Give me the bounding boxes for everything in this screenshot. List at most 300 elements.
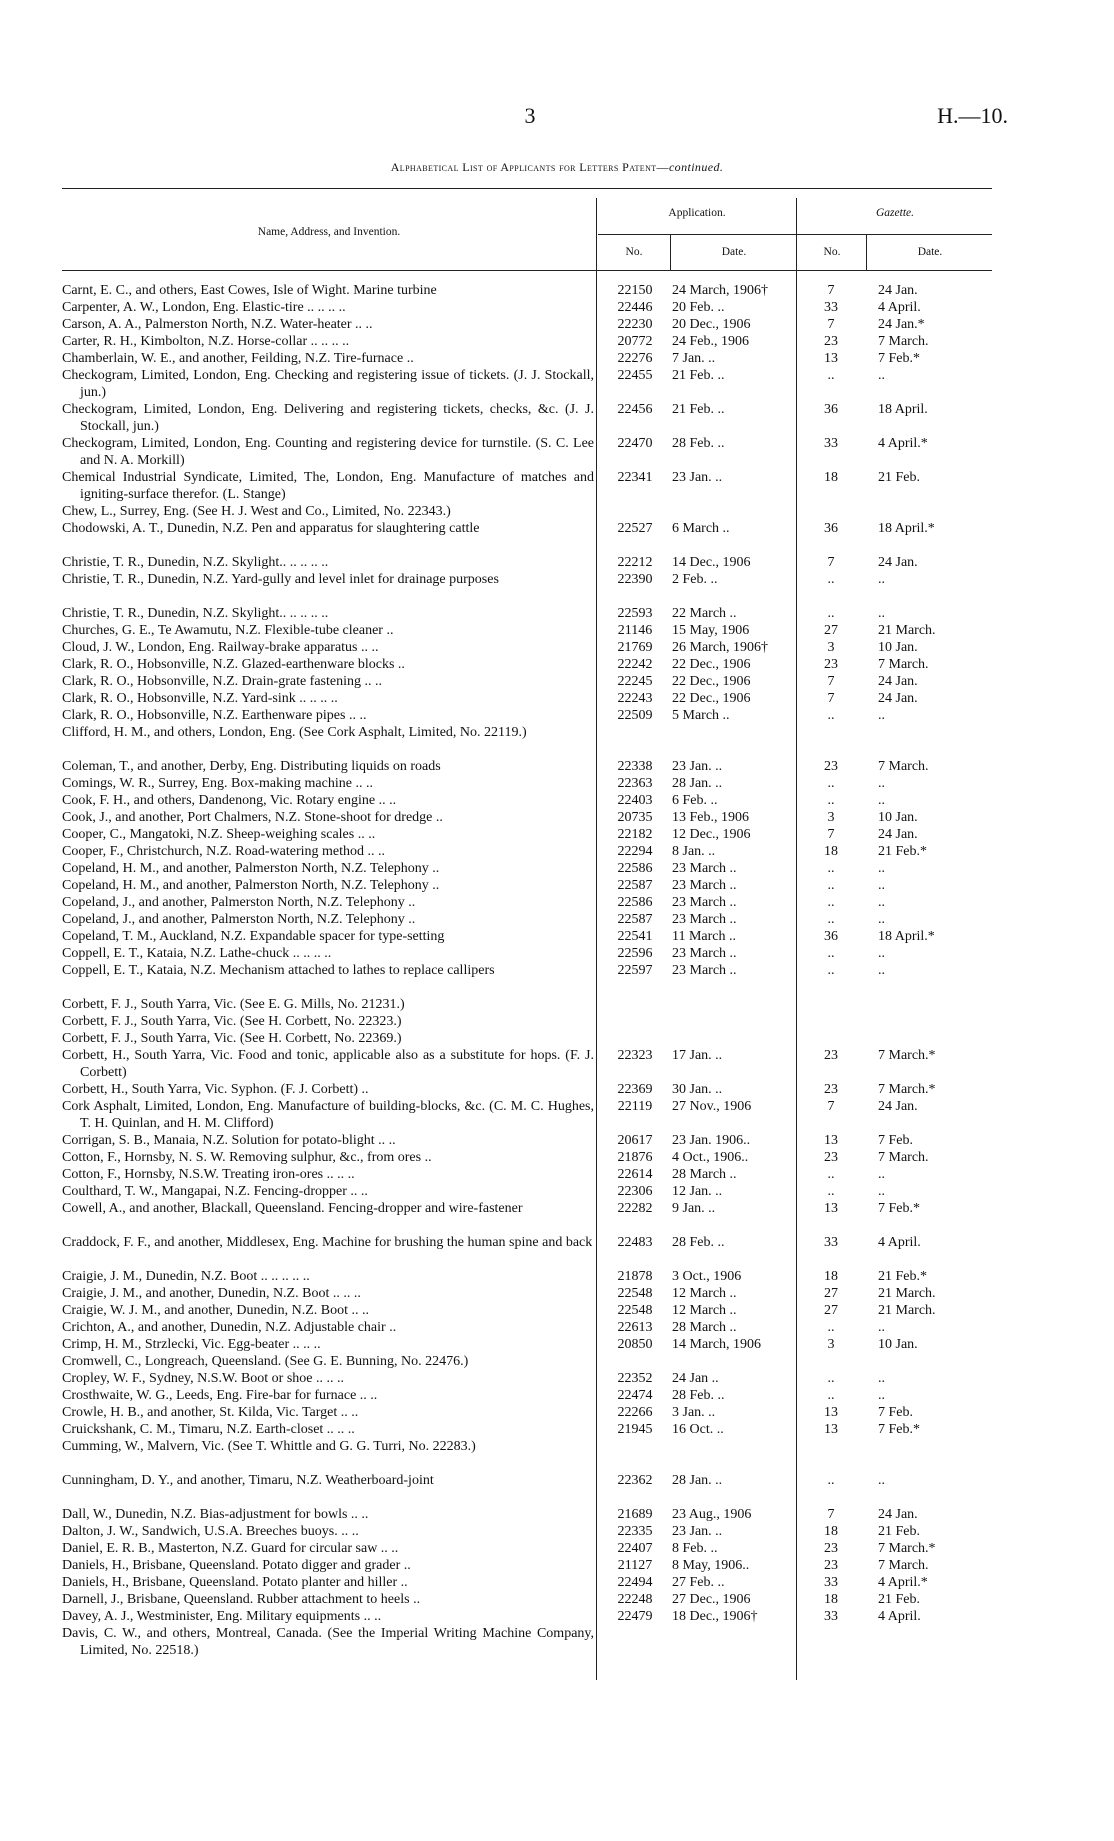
gazette-number-text: 18 xyxy=(824,844,838,859)
applicant-name xyxy=(62,1336,594,1353)
application-date-text: 12 March .. xyxy=(672,1303,737,1318)
gazette-date-text: 10 Jan. xyxy=(878,1337,918,1352)
gazette-date-text: 24 Jan. xyxy=(878,674,918,689)
application-number-text: 22362 xyxy=(617,1473,653,1488)
applicant-name xyxy=(62,350,594,367)
gazette-number-text: .. xyxy=(827,912,835,927)
applicant-name xyxy=(62,282,594,299)
application-date-text: 18 Dec., 1906† xyxy=(672,1609,758,1624)
gazette-date-text: 24 Jan. xyxy=(878,283,918,298)
applicant-name-text: Corbett, H., South Yarra, Vic. Syphon. (F. J. Corbett) .. xyxy=(62,1082,369,1097)
application-number xyxy=(600,1234,670,1251)
gazette-number xyxy=(800,1336,862,1353)
applicant-name-text: Cunningham, D. Y., and another, Timaru, N.Z. Weatherboard-joint xyxy=(62,1473,434,1488)
gazette-date xyxy=(878,1574,988,1591)
list-row xyxy=(0,435,1114,469)
applicant-name-text: Corbett, F. J., South Yarra, Vic. (See E. G. Mills, No. 21231.) xyxy=(62,997,405,1012)
application-number xyxy=(600,469,670,486)
gazette-number xyxy=(800,367,862,384)
application-number-text: 22248 xyxy=(617,1592,653,1607)
applicant-name-text: Cumming, W., Malvern, Vic. (See T. Whittle and G. G. Turri, No. 22283.) xyxy=(62,1439,476,1454)
applicant-name-text: Coleman, T., and another, Derby, Eng. Distributing liquids on roads xyxy=(62,759,441,774)
header-app-no: No. xyxy=(625,246,643,258)
gazette-number-text: 7 xyxy=(827,1099,835,1114)
gazette-number-text: .. xyxy=(827,793,835,808)
application-number xyxy=(600,1200,670,1217)
applicant-name-text: Copeland, J., and another, Palmerston North, N.Z. Telephony .. xyxy=(62,895,416,910)
gazette-date-text: .. xyxy=(878,1320,885,1335)
applicant-name xyxy=(62,435,594,469)
application-number-text: 22338 xyxy=(617,759,653,774)
application-date xyxy=(672,1540,794,1557)
list-row xyxy=(0,1319,1114,1336)
application-date-text: 11 March .. xyxy=(672,929,737,944)
application-date-text: 23 Jan. 1906.. xyxy=(672,1133,751,1148)
application-date xyxy=(672,605,794,622)
application-number xyxy=(600,690,670,707)
applicant-name-text: Dall, W., Dunedin, N.Z. Bias-adjustment for bowls .. .. xyxy=(62,1507,369,1522)
gazette-number xyxy=(800,1047,862,1064)
gazette-number xyxy=(800,1098,862,1115)
list-row xyxy=(0,503,1114,520)
gazette-number-text: 23 xyxy=(824,1541,838,1556)
applicant-name xyxy=(62,792,594,809)
application-number xyxy=(600,367,670,384)
application-date-text: 27 Feb. .. xyxy=(672,1575,725,1590)
gazette-number xyxy=(800,1506,862,1523)
gazette-date-text: .. xyxy=(878,963,885,978)
application-date-text: 23 Jan. .. xyxy=(672,759,723,774)
application-date-text: 28 Jan. .. xyxy=(672,1473,723,1488)
gazette-date xyxy=(878,911,988,928)
applicant-name xyxy=(62,1200,594,1217)
applicant-name xyxy=(62,1387,594,1404)
list-row xyxy=(0,1506,1114,1523)
applicant-name xyxy=(62,1506,594,1523)
application-number xyxy=(600,1149,670,1166)
list-row xyxy=(0,1030,1114,1047)
gazette-date xyxy=(878,656,988,673)
application-date-text: 23 March .. xyxy=(672,912,737,927)
applicant-name-text: Cotton, F., Hornsby, N. S. W. Removing sulphur, &c., from ores .. xyxy=(62,1150,432,1165)
application-date xyxy=(672,673,794,690)
gazette-date xyxy=(878,299,988,316)
gazette-date-text: .. xyxy=(878,793,885,808)
applicant-name xyxy=(62,571,594,588)
gazette-number-text: .. xyxy=(827,1167,835,1182)
list-row xyxy=(0,1540,1114,1557)
gazette-date xyxy=(878,1591,988,1608)
gazette-number xyxy=(800,1285,862,1302)
application-date-text: 21 Feb. .. xyxy=(672,368,725,383)
gazette-date-text: 7 Feb. xyxy=(878,1405,913,1420)
gazette-number xyxy=(800,1472,862,1489)
list-row xyxy=(0,1098,1114,1132)
application-number-text: 22390 xyxy=(617,572,653,587)
applicant-name-text: Corbett, F. J., South Yarra, Vic. (See H. Corbett, No. 22323.) xyxy=(62,1014,402,1029)
gazette-date xyxy=(878,809,988,826)
applicant-name xyxy=(62,1030,594,1047)
gazette-date-text: 21 Feb.* xyxy=(878,1269,927,1284)
applicant-name xyxy=(62,605,594,622)
application-date-text: 28 Feb. .. xyxy=(672,1388,725,1403)
application-number-text: 22586 xyxy=(617,861,653,876)
list-row xyxy=(0,1200,1114,1234)
application-number xyxy=(600,571,670,588)
list-row xyxy=(0,928,1114,945)
application-date xyxy=(672,1608,794,1625)
application-number xyxy=(600,1268,670,1285)
applicant-name xyxy=(62,401,594,435)
gazette-date-text: 7 March. xyxy=(878,1150,929,1165)
applicant-name-text: Cook, F. H., and others, Dandenong, Vic. Rotary engine .. .. xyxy=(62,793,397,808)
application-number-text: 22282 xyxy=(617,1201,653,1216)
list-row xyxy=(0,894,1114,911)
application-date-text: 16 Oct. .. xyxy=(672,1422,724,1437)
application-date xyxy=(672,1557,794,1574)
application-date xyxy=(672,1574,794,1591)
application-date-text: 6 March .. xyxy=(672,521,730,536)
gazette-number xyxy=(800,1319,862,1336)
application-number xyxy=(600,1540,670,1557)
list-row xyxy=(0,826,1114,843)
applicant-name xyxy=(62,1047,594,1081)
gazette-number-text: 3 xyxy=(827,640,835,655)
gazette-number-text: 7 xyxy=(827,827,835,842)
application-number-text: 22266 xyxy=(617,1405,653,1420)
application-date xyxy=(672,843,794,860)
application-date-text: 23 Jan. .. xyxy=(672,470,723,485)
applicant-name-text: Craigie, W. J. M., and another, Dunedin, N.Z. Boot .. .. xyxy=(62,1303,370,1318)
gazette-number xyxy=(800,860,862,877)
gazette-date xyxy=(878,1047,988,1064)
applicant-name-text: Clark, R. O., Hobsonville, N.Z. Yard-sink .. .. .. .. xyxy=(62,691,338,706)
list-row xyxy=(0,1234,1114,1268)
gazette-number-text: .. xyxy=(827,1388,835,1403)
applicant-name-text: Darnell, J., Brisbane, Queensland. Rubber attachment to heels .. xyxy=(62,1592,421,1607)
gazette-date-text: 21 Feb.* xyxy=(878,844,927,859)
application-number xyxy=(600,1132,670,1149)
gazette-number xyxy=(800,435,862,452)
application-date xyxy=(672,333,794,350)
gazette-number xyxy=(800,809,862,826)
applicant-name xyxy=(62,1183,594,1200)
application-date-text: 5 March .. xyxy=(672,708,730,723)
applicant-name-text: Craigie, J. M., Dunedin, N.Z. Boot .. .. .. .. .. xyxy=(62,1269,310,1284)
applicant-name xyxy=(62,1013,594,1030)
application-number xyxy=(600,435,670,452)
page-number: 3 xyxy=(524,103,536,128)
gazette-number-text: .. xyxy=(827,1371,835,1386)
gazette-date xyxy=(878,1268,988,1285)
list-row xyxy=(0,945,1114,962)
application-date-text: 3 Jan. .. xyxy=(672,1405,716,1420)
application-date-text: 9 Jan. .. xyxy=(672,1201,716,1216)
application-date xyxy=(672,1421,794,1438)
applicant-name xyxy=(62,1472,594,1489)
applicant-name xyxy=(62,1166,594,1183)
gazette-number xyxy=(800,1540,862,1557)
list-row xyxy=(0,1047,1114,1081)
application-date-text: 28 Jan. .. xyxy=(672,776,723,791)
gazette-date xyxy=(878,758,988,775)
applicant-name xyxy=(62,1302,594,1319)
gazette-date-text: .. xyxy=(878,1184,885,1199)
applicant-name-text: Christie, T. R., Dunedin, N.Z. Yard-gully and level inlet for drainage purposes xyxy=(62,572,499,587)
gazette-date-text: .. xyxy=(878,606,885,621)
applicant-name xyxy=(62,758,594,775)
applicant-name-text: Copeland, J., and another, Palmerston North, N.Z. Telephony .. xyxy=(62,912,416,927)
gazette-number-text: 33 xyxy=(824,1609,838,1624)
gazette-number xyxy=(800,520,862,537)
gazette-date-text: 18 April. xyxy=(878,402,928,417)
list-row xyxy=(0,1557,1114,1574)
application-number xyxy=(600,1472,670,1489)
list-row xyxy=(0,1268,1114,1285)
header-application: Application. xyxy=(668,207,726,219)
application-number-text: 20617 xyxy=(617,1133,653,1148)
application-number-text: 22548 xyxy=(617,1286,653,1301)
list-row xyxy=(0,792,1114,809)
list-row xyxy=(0,656,1114,673)
gazette-date-text: .. xyxy=(878,946,885,961)
applicant-name xyxy=(62,724,594,741)
gazette-date xyxy=(878,571,988,588)
page-title xyxy=(0,160,1114,175)
application-number xyxy=(600,1523,670,1540)
application-number-text: 21769 xyxy=(617,640,653,655)
application-date-text: 23 March .. xyxy=(672,861,737,876)
application-date-text: 22 March .. xyxy=(672,606,737,621)
application-number-text: 20772 xyxy=(617,334,653,349)
header-sub-rule xyxy=(598,234,992,235)
application-number xyxy=(600,350,670,367)
application-number xyxy=(600,673,670,690)
header-bottom-rule xyxy=(62,270,992,271)
applicant-name-text: Chew, L., Surrey, Eng. (See H. J. West and Co., Limited, No. 22343.) xyxy=(62,504,451,519)
gazette-number xyxy=(800,1166,862,1183)
gazette-date xyxy=(878,962,988,979)
applicant-name xyxy=(62,1149,594,1166)
gazette-date-text: 4 April.* xyxy=(878,1575,928,1590)
application-date-text: 12 Jan. .. xyxy=(672,1184,723,1199)
list-row xyxy=(0,1421,1114,1438)
applicant-name-text: Daniels, H., Brisbane, Queensland. Potato planter and hiller .. xyxy=(62,1575,408,1590)
application-number xyxy=(600,1302,670,1319)
applicant-name-text: Coulthard, T. W., Mangapai, N.Z. Fencing-dropper .. .. xyxy=(62,1184,368,1199)
application-number xyxy=(600,605,670,622)
header-name: Name, Address, and Invention. xyxy=(257,226,401,238)
applicant-name-text: Cook, J., and another, Port Chalmers, N.Z. Stone-shoot for dredge .. xyxy=(62,810,443,825)
applicant-name xyxy=(62,1285,594,1302)
applicant-name xyxy=(62,1591,594,1608)
gazette-number xyxy=(800,877,862,894)
gazette-number-text: 3 xyxy=(827,1337,835,1352)
list-row xyxy=(0,758,1114,775)
gazette-date xyxy=(878,1166,988,1183)
gazette-date-text: 18 April.* xyxy=(878,929,935,944)
application-number xyxy=(600,1166,670,1183)
gazette-number xyxy=(800,333,862,350)
applicant-name xyxy=(62,1421,594,1438)
list-row xyxy=(0,571,1114,605)
applicant-name-text: Crichton, A., and another, Dunedin, N.Z. Adjustable chair .. xyxy=(62,1320,397,1335)
application-number-text: 22352 xyxy=(617,1371,653,1386)
applicant-name xyxy=(62,1319,594,1336)
gazette-number-text: 13 xyxy=(824,1133,838,1148)
table-top-rule xyxy=(62,188,992,189)
gazette-number xyxy=(800,707,862,724)
application-number-text: 22335 xyxy=(617,1524,653,1539)
gazette-date xyxy=(878,860,988,877)
list-row xyxy=(0,843,1114,860)
gazette-date-text: 21 March. xyxy=(878,1303,936,1318)
application-number xyxy=(600,1421,670,1438)
gazette-number-text: 23 xyxy=(824,759,838,774)
application-date xyxy=(672,1319,794,1336)
gazette-date xyxy=(878,775,988,792)
application-number-text: 22494 xyxy=(617,1575,653,1590)
application-date xyxy=(672,1183,794,1200)
application-number-text: 22474 xyxy=(617,1388,653,1403)
gazette-date-text: 18 April.* xyxy=(878,521,935,536)
applicant-name-text: Carpenter, A. W., London, Eng. Elastic-tire .. .. .. .. xyxy=(62,300,346,315)
application-number xyxy=(600,401,670,418)
applicant-name xyxy=(62,826,594,843)
application-date-text: 23 March .. xyxy=(672,963,737,978)
gazette-date-text: .. xyxy=(878,1167,885,1182)
applicant-name xyxy=(62,843,594,860)
applicant-name xyxy=(62,1098,594,1132)
gazette-number xyxy=(800,826,862,843)
gazette-number-text: .. xyxy=(827,963,835,978)
gazette-number-text: .. xyxy=(827,895,835,910)
application-number-text: 22369 xyxy=(617,1082,653,1097)
application-date xyxy=(672,622,794,639)
application-date-text: 27 Nov., 1906 xyxy=(672,1099,752,1114)
application-date xyxy=(672,1472,794,1489)
list-row xyxy=(0,962,1114,996)
applicant-name xyxy=(62,1608,594,1625)
list-row xyxy=(0,1132,1114,1149)
list-row xyxy=(0,316,1114,333)
applicant-name xyxy=(62,1540,594,1557)
gazette-number xyxy=(800,1268,862,1285)
application-date-text: 3 Oct., 1906 xyxy=(672,1269,742,1284)
gazette-date xyxy=(878,1149,988,1166)
gazette-date xyxy=(878,1081,988,1098)
application-number xyxy=(600,520,670,537)
header-app-date: Date. xyxy=(721,246,747,258)
gazette-number xyxy=(800,1421,862,1438)
gazette-date-text: 24 Jan. xyxy=(878,827,918,842)
application-date xyxy=(672,860,794,877)
application-date xyxy=(672,877,794,894)
header-gazette-no: No. xyxy=(823,246,841,258)
applicant-name xyxy=(62,1370,594,1387)
gazette-number-text: 7 xyxy=(827,674,835,689)
applicant-name xyxy=(62,928,594,945)
applicant-name xyxy=(62,911,594,928)
application-date xyxy=(672,1132,794,1149)
gazette-date xyxy=(878,1132,988,1149)
application-number xyxy=(600,1183,670,1200)
gazette-number xyxy=(800,1370,862,1387)
application-date-text: 26 March, 1906† xyxy=(672,640,769,655)
applicant-name xyxy=(62,1404,594,1421)
application-date-text: 28 Feb. .. xyxy=(672,436,725,451)
application-date xyxy=(672,350,794,367)
applicant-name-text: Cooper, C., Mangatoki, N.Z. Sheep-weighing scales .. .. xyxy=(62,827,376,842)
gazette-date-text: 7 Feb.* xyxy=(878,351,920,366)
application-date xyxy=(672,707,794,724)
application-number xyxy=(600,1404,670,1421)
applicant-name xyxy=(62,775,594,792)
gazette-number-text: .. xyxy=(827,1473,835,1488)
list-row xyxy=(0,673,1114,690)
application-number xyxy=(600,1370,670,1387)
applicant-name xyxy=(62,877,594,894)
gazette-date xyxy=(878,894,988,911)
application-number xyxy=(600,622,670,639)
document-reference: H.—10. xyxy=(937,103,1008,128)
gazette-date-text: 24 Jan. xyxy=(878,555,918,570)
applicant-name-text: Cowell, A., and another, Blackall, Queensland. Fencing-dropper and wire-fastener xyxy=(62,1201,523,1216)
gazette-number-text: .. xyxy=(827,776,835,791)
gazette-number-text: 23 xyxy=(824,1082,838,1097)
gazette-number-text: 18 xyxy=(824,1592,838,1607)
applicant-name-text: Cork Asphalt, Limited, London, Eng. Manufacture of building-blocks, &c. (C. M. C. Hughes, T. H. Quinlan, and H. M. Clifford) xyxy=(62,1099,594,1131)
application-date xyxy=(672,401,794,418)
gazette-number xyxy=(800,639,862,656)
application-number xyxy=(600,316,670,333)
application-number xyxy=(600,928,670,945)
list-row xyxy=(0,1013,1114,1030)
application-date xyxy=(672,690,794,707)
application-number-text: 22509 xyxy=(617,708,653,723)
application-date-text: 23 Aug., 1906 xyxy=(672,1507,752,1522)
applicant-name xyxy=(62,503,594,520)
application-date-text: 20 Feb. .. xyxy=(672,300,725,315)
list-row xyxy=(0,1336,1114,1353)
list-row xyxy=(0,1370,1114,1387)
applicant-name xyxy=(62,1234,594,1251)
application-number xyxy=(600,945,670,962)
application-date-text: 17 Jan. .. xyxy=(672,1048,723,1063)
gazette-number xyxy=(800,282,862,299)
applicant-name xyxy=(62,690,594,707)
gazette-date xyxy=(878,1421,988,1438)
application-number-text: 21945 xyxy=(617,1422,653,1437)
application-date xyxy=(672,639,794,656)
gazette-number-text: .. xyxy=(827,368,835,383)
application-number xyxy=(600,1608,670,1625)
applicant-name-text: Comings, W. R., Surrey, Eng. Box-making machine .. .. xyxy=(62,776,373,791)
application-number-text: 22586 xyxy=(617,895,653,910)
gazette-number-text: 7 xyxy=(827,555,835,570)
gazette-date-text: 4 April. xyxy=(878,1609,921,1624)
gazette-date xyxy=(878,1183,988,1200)
application-number xyxy=(600,792,670,809)
gazette-date-text: 10 Jan. xyxy=(878,640,918,655)
gazette-number xyxy=(800,792,862,809)
gazette-number xyxy=(800,1200,862,1217)
gazette-number xyxy=(800,1608,862,1625)
gazette-date xyxy=(878,792,988,809)
gazette-date xyxy=(878,877,988,894)
gazette-date xyxy=(878,1302,988,1319)
application-date-text: 14 March, 1906 xyxy=(672,1337,762,1352)
